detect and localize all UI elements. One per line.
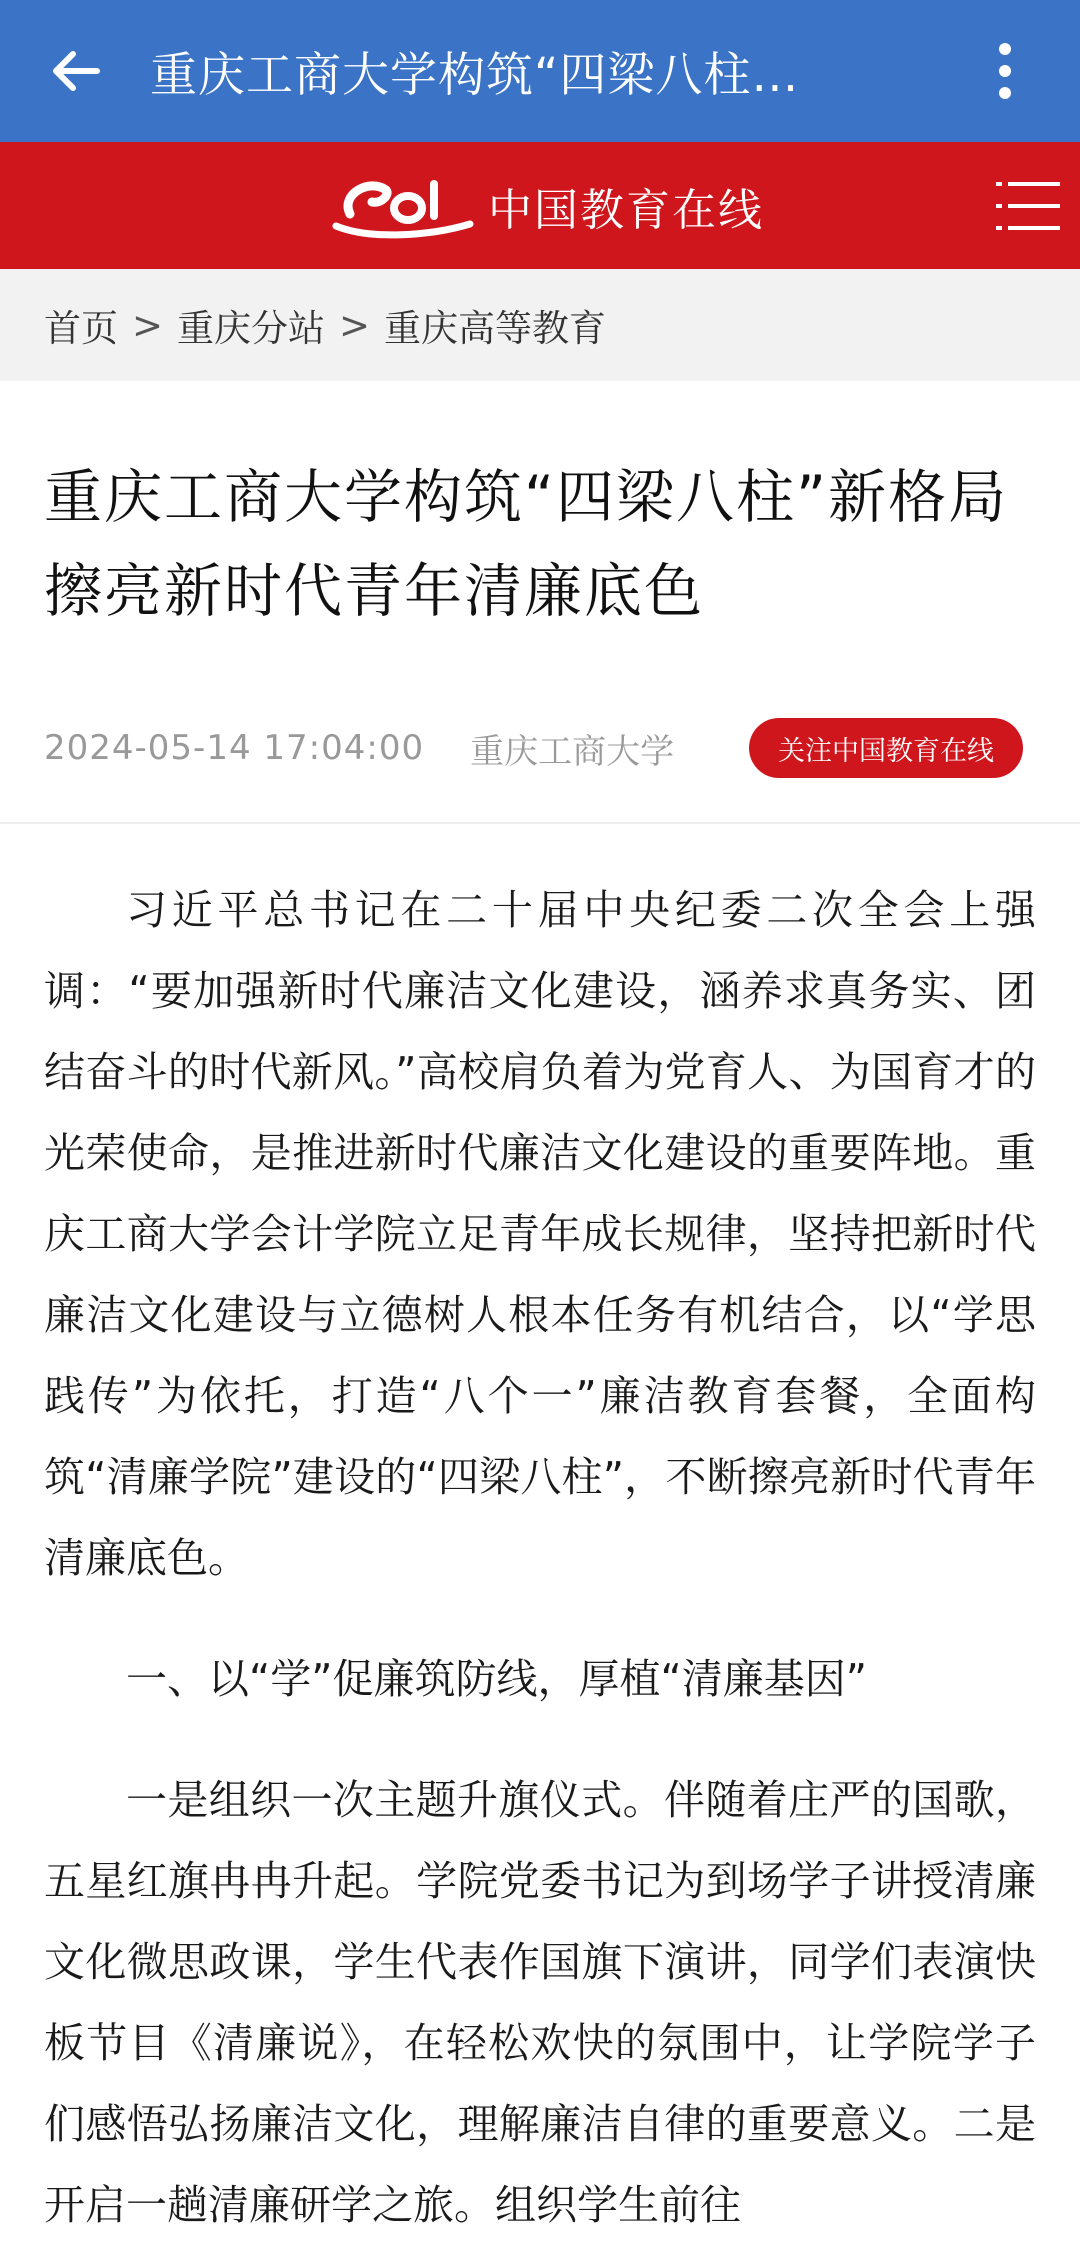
more-button[interactable] (930, 0, 1080, 142)
article-body (44, 870, 1036, 2246)
follow-button[interactable]: 关注中国教育在线 (749, 718, 1023, 778)
back-button[interactable] (0, 0, 150, 142)
breadcrumb-separator: > (132, 303, 164, 347)
breadcrumb (0, 269, 1080, 381)
divider (0, 822, 1080, 824)
app-bar-title: 重庆工商大学构筑“四梁八柱… (150, 47, 800, 103)
publish-date: 2024-05-14 17:04:00 (44, 728, 425, 768)
col-logo-icon (330, 164, 480, 248)
breadcrumb-chongqing[interactable]: 重庆分站 (177, 307, 326, 350)
article-title: 重庆工商大学构筑“四梁八柱”新格局擦亮新时代青年清廉底色 (44, 463, 1009, 625)
site-header (0, 142, 1080, 269)
app-bar (0, 0, 1080, 142)
breadcrumb-home[interactable]: 首页 (44, 307, 118, 350)
article-source: 重庆工商大学 (470, 731, 675, 772)
back-arrow-icon (47, 43, 103, 99)
article-paragraph: 习近平总书记在二十届中央纪委二次全会上强调：“要加强新时代廉洁文化建设，涵养求真务实、团结奋斗的时代新风。”高校肩负着为党育人、为国育才的光荣使命，是推进新时代廉洁文化建设的重要阵地。重庆工商大学会计学院立足青年成长规律，坚持把新时代廉洁文化建设与立德树人根本任务有机结合，以“学思践传”为依托，打造“八个一”廉洁教育套餐，全面构筑“清廉学院”建设的“四梁八柱”，不断擦亮新时代青年清廉底色。 (44, 886, 1036, 1582)
site-logo[interactable] (330, 164, 764, 248)
section-heading: 一、以“学”促廉筑防线，厚植“清廉基因” (126, 1655, 867, 1703)
breadcrumb-separator: > (339, 303, 371, 347)
article-meta (44, 718, 1044, 778)
article-paragraph: 一是组织一次主题升旗仪式。伴随着庄严的国歌，五星红旗冉冉升起。学院党委书记为到场学子讲授清廉文化微思政课，学生代表作国旗下演讲，同学们表演快板节目《清廉说》，在轻松欢快的氛围中，让学院学子们感悟弘扬廉洁文化，理解廉洁自律的重要意义。二是开启一趟清廉研学之旅。组织学生前往 (44, 1776, 1036, 2229)
more-vert-icon (995, 41, 1015, 101)
breadcrumb-higher-education[interactable]: 重庆高等教育 (384, 307, 607, 350)
menu-icon[interactable] (996, 178, 1060, 234)
site-name: 中国教育在线 (488, 185, 764, 236)
